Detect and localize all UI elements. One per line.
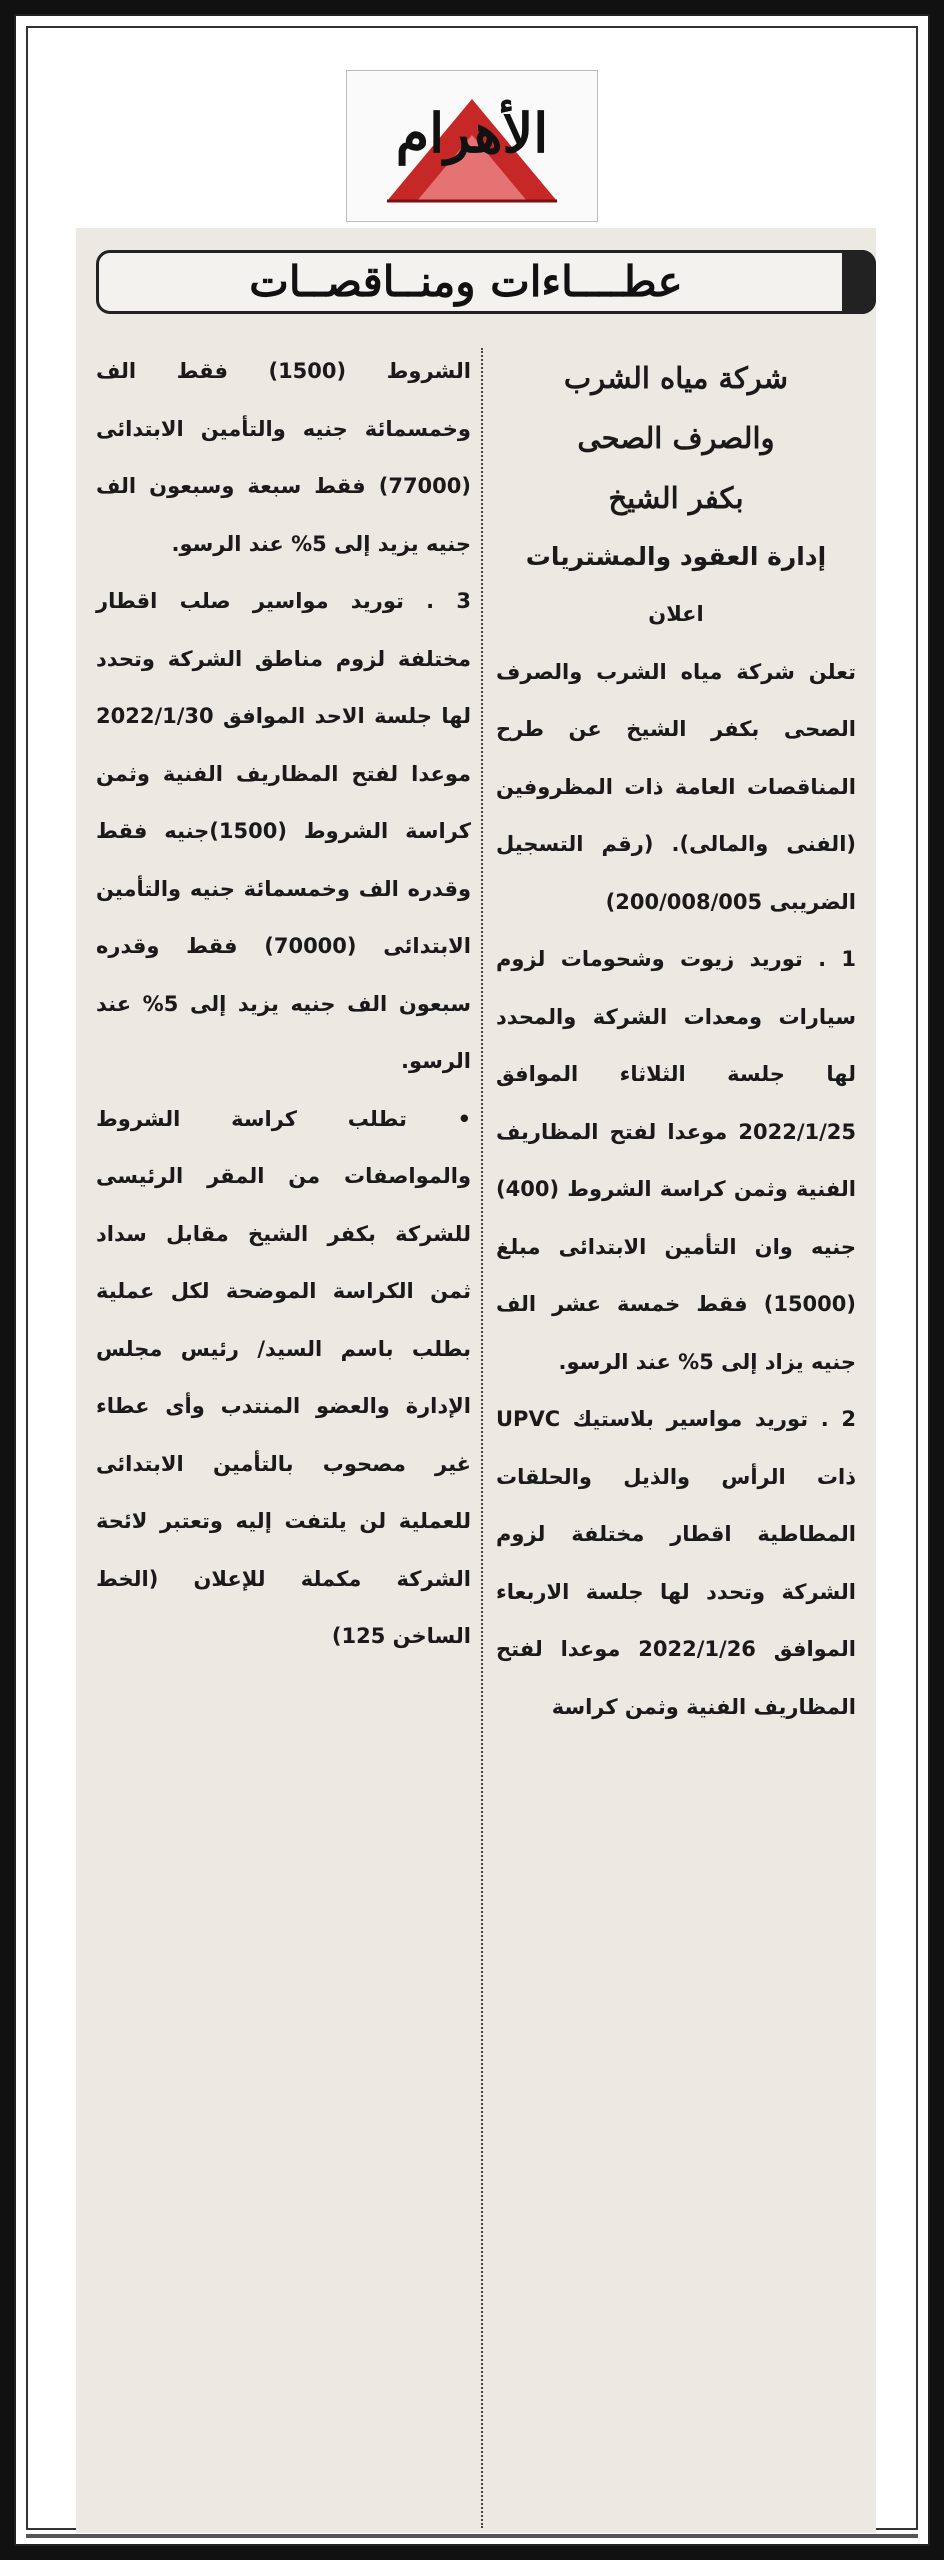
section-heading: عطــــاءات ومنــاقصــات <box>249 257 683 306</box>
company-name-line-2: والصرف الصحى <box>577 421 775 455</box>
tender-item-2-continued: الشروط (1500) فقط الف وخمسمائة جنيه والتأمين الابتدائى (77000) فقط سبعة وسبعون الف جنيه يزيد إلى 5% عند الرسو. <box>96 359 471 556</box>
department-name: إدارة العقود والمشتريات <box>525 542 827 571</box>
logo-wordmark: الأهرام <box>395 101 549 165</box>
newspaper-page <box>14 14 930 2546</box>
right-column <box>496 348 856 1736</box>
tender-item-1: 1 . توريد زيوت وشحومات لزوم سيارات ومعدات الشركة والمحدد لها جلسة الثلاثاء الموافق 2022/1/25 موعدا لفتح المظاريف الفنية وثمن كراسة الشروط (400) جنيه وان التأمين الابتدائى مبلغ (15000) فقط خمسة عشر الف جنيه يزاد إلى 5% عند الرسو. <box>496 947 856 1374</box>
section-heading-bar <box>96 250 876 314</box>
company-name-line-3: بكفر الشيخ <box>608 481 744 515</box>
left-column <box>96 343 471 1666</box>
bottom-rule <box>26 2534 918 2538</box>
announcement-label: اعلان <box>648 602 704 626</box>
newspaper-logo <box>346 70 598 222</box>
heading-tab <box>842 250 876 314</box>
intro-paragraph: تعلن شركة مياه الشرب والصرف الصحى بكفر الشيخ عن طرح المناقصات العامة ذات المظروفين (الفنى والمالى). (رقم التسجيل الضريبى 200/008/005) <box>496 659 856 914</box>
tender-item-3: 3 . توريد مواسير صلب اقطار مختلفة لزوم مناطق الشركة وتحدد لها جلسة الاحد الموافق 2022/1/30 موعدا لفتح المظاريف الفنية وثمن كراسة الشروط (1500)جنيه فقط وقدره الف وخمسمائة جنيه والتأمين الابتدائى (70000) فقط وقدره سبعون الف جنيه يزيد إلى 5% عند الرسو. <box>96 589 472 1073</box>
tender-item-2: 2 . توريد مواسير بلاستيك UPVC ذات الرأس والذيل والحلقات المطاطية اقطار مختلفة لزوم الشركة وتحدد لها جلسة الاربعاء الموافق 2022/1/26 موعدا لفتح المظاريف الفنية وثمن كراسة <box>496 1407 856 1719</box>
company-name-line-1: شركة مياه الشرب <box>563 361 789 395</box>
terms-note: • تطلب كراسة الشروط والمواصفات من المقر الرئيسى للشركة بكفر الشيخ مقابل سداد ثمن الكراسة الموضحة لكل عملية بطلب باسم السيد/ رئيس مجلس الإدارة والعضو المنتدب وأى عطاء غير مصحوب بالتأمين الابتدائى للعملية لن يلتفت إليه وتعتبر لائحة الشركة مكملة للإعلان (الخط الساخن 125) <box>96 1106 471 1648</box>
classified-clipping <box>76 228 876 2533</box>
column-divider <box>481 348 483 2528</box>
